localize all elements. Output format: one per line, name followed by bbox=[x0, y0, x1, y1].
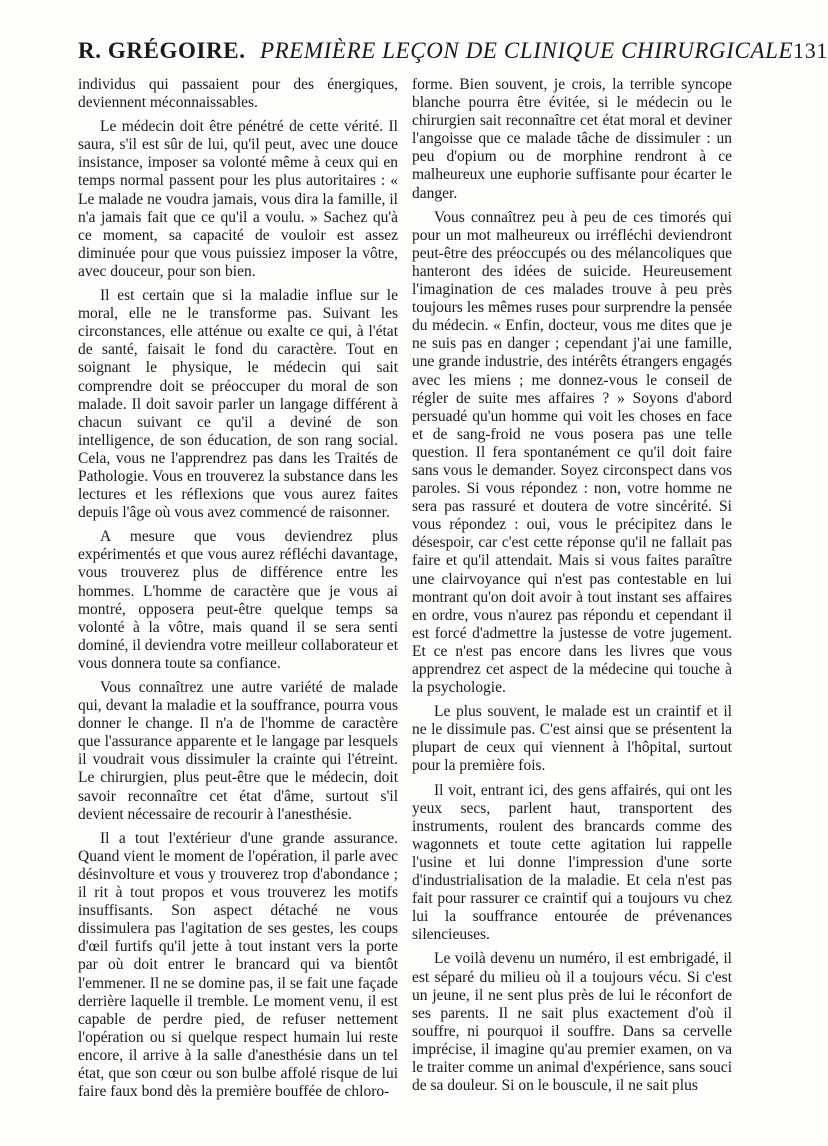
header-author: R. GRÉGOIRE. bbox=[78, 38, 246, 63]
paragraph: Il est certain que si la maladie influe sur le moral, elle ne le transforme pas. Suivant les circonstances, elle atténue ou exalte ce qui, à l'état de santé, faisait le fond du caractère. Tout en soignant le physique, le médecin qui sait comprendre doit se préoccuper du moral de son malade. Il doit savoir parler un langage différent à chacun suivant ce qu'il a deviné de son intelligence, de son éducation, de son rang social. Cela, vous ne l'apprendrez pas dans les Traités de Pathologie. Vous en trouverez la substance dans les lectures et les réflexions que vous aurez faites depuis l'âge où vous avez commencé de raisonner. bbox=[78, 287, 398, 522]
paragraph: Il voit, entrant ici, des gens affairés, qui ont les yeux secs, parlent haut, transportent des instruments, roulent des brancards comme des wagonnets et toute cette agitation lui rappelle l'usine et lui donne l'impression d'une sorte d'industrialisation de la maladie. Et cela n'est pas fait pour rassurer ce craintif qui a toujours vu chez lui la souffrance entourée de prévenances silencieuses. bbox=[412, 781, 732, 944]
paragraph: Le médecin doit être pénétré de cette vérité. Il saura, s'il est sûr de lui, qu'il peut, avec une douce insistance, imposer sa volonté même à ceux qui en temps normal passent pour les plus autoritaires : « Le malade ne voudra jamais, vous dira la famille, il n'a jamais fait que ce qu'il a voulu. » Sachez qu'à ce moment, sa capacité de vouloir est assez diminuée pour que vous puissiez imposer la vôtre, avec douceur, pour son bien. bbox=[78, 118, 398, 280]
running-header bbox=[78, 38, 828, 68]
paragraph: Il a tout l'extérieur d'une grande assurance. Quand vient le moment de l'opération, il parle avec désinvolture et vous y trouverez trop d'abondance ; il rit à tout propos et vous trouverez les motifs insuffisants. Son aspect détaché ne vous dissimulera pas l'agitation de ses gestes, les coups d'œil furtifs qu'il jette à tout instant vers la porte par où doit entrer le brancard qui va bientôt l'emmener. Il ne se domine pas, il se fait une façade derrière laquelle il tremble. Le moment venu, il est capable de perdre pied, de refuser nettement l'opération ou si quelque respect humain lui reste encore, il arrive à la salle d'anesthésie dans un tel état, que son cœur ou son bulbe affolé risque de lui faire faux bond dès la première bouffée de chloro- bbox=[78, 829, 398, 1101]
paragraph: individus qui passaient pour des énergiques, deviennent méconnaissables. bbox=[78, 76, 398, 112]
text-column-left bbox=[78, 76, 398, 1107]
paragraph: Vous connaîtrez une autre variété de malade qui, devant la maladie et la souffrance, pourra vous donner le change. Il n'a de l'homme de caractère que l'assurance apparente et le langage par lesquels il voudrait vous dissimuler la crainte qui l'étreint. Le chirurgien, plus peut-être que le médecin, doit savoir reconnaître cet état d'âme, surtout s'il devient nécessaire de recourir à l'anesthésie. bbox=[78, 679, 398, 823]
header-left bbox=[78, 38, 793, 64]
text-column-right bbox=[412, 76, 732, 1101]
header-title: PREMIÈRE LEÇON DE CLINIQUE CHIRURGICALE bbox=[259, 38, 794, 63]
paragraph: Le plus souvent, le malade est un craintif et il ne le dissimule pas. C'est ainsi que se présentent la plupart de ceux qui viennent à l'hôpital, surtout pour la première fois. bbox=[412, 703, 732, 775]
paragraph: Le voilà devenu un numéro, il est embrigadé, il est séparé du milieu où il a toujours vécu. Si c'est un jeune, il ne sent plus près de lui le réconfort de ses parents. Il ne sait plus exactement d'où il souffre, ni pourquoi il souffre. Dans sa cervelle imprécise, il imagine qu'au premier examen, on va le traiter comme un animal d'expérience, sans souci de sa douleur. Si on le bouscule, il ne sait plus bbox=[412, 950, 732, 1095]
page-number: 131 bbox=[793, 38, 828, 63]
paragraph: forme. Bien souvent, je crois, la terrible syncope blanche pourra être évitée, si le médecin ou le chirurgien sait reconnaître cet état moral et deviner l'angoisse que ce malade tâche de dissimuler : un peu d'opium ou de morphine rendront à ce malheureux une euphorie suffisante pour écarter le danger. bbox=[412, 76, 732, 202]
paragraph: A mesure que vous deviendrez plus expérimentés et que vous aurez réfléchi davantage, vous trouverez plus de différence entre les hommes. L'homme de caractère que je vous ai montré, opposera peut-être quelque temps sa volonté à la vôtre, mais quand il se sera senti dominé, il deviendra votre meilleur collaborateur et vous donnera toute sa confiance. bbox=[78, 528, 398, 672]
paragraph: Vous connaîtrez peu à peu de ces timorés qui pour un mot malheureux ou irréfléchi deviendront peut-être des préoccupés ou des mélancoliques que hanteront des idées de suicide. Heureusement l'imagination de ces malades trouve à peu près toujours les mêmes ruses pour surprendre la pensée du médecin. « Enfin, docteur, vous me dites que je ne suis pas en danger ; cependant j'ai une famille, une grande industrie, des intérêts étrangers engagés avec les miens ; me donnez-vous le conseil de régler de suite mes affaires ? » Soyons d'abord persuadé qu'un homme qui voit les choses en face et de sang-froid ne vous posera pas une telle question. Il fera spontanément ce qu'il doit faire sans vous le demander. Soyez circonspect dans vos paroles. Si vous répondez : non, votre homme ne sera pas rassuré et doutera de votre sincérité. Si vous répondez : oui, vous le précipitez dans le désespoir, car c'est cette réponse qu'il ne fallait pas faire et qu'il attendait. Mais si vous faites paraître une clairvoyance qui n'est pas contestable en lui montrant qu'on doit avoir à tout instant ses affaires en ordre, vous n'aurez pas répondu et cependant il est forcé d'admettre la justesse de votre jugement. Et ce n'est pas encore dans les livres que vous apprendrez cet aspect de la médecine qui touche à la psychologie. bbox=[412, 208, 732, 697]
